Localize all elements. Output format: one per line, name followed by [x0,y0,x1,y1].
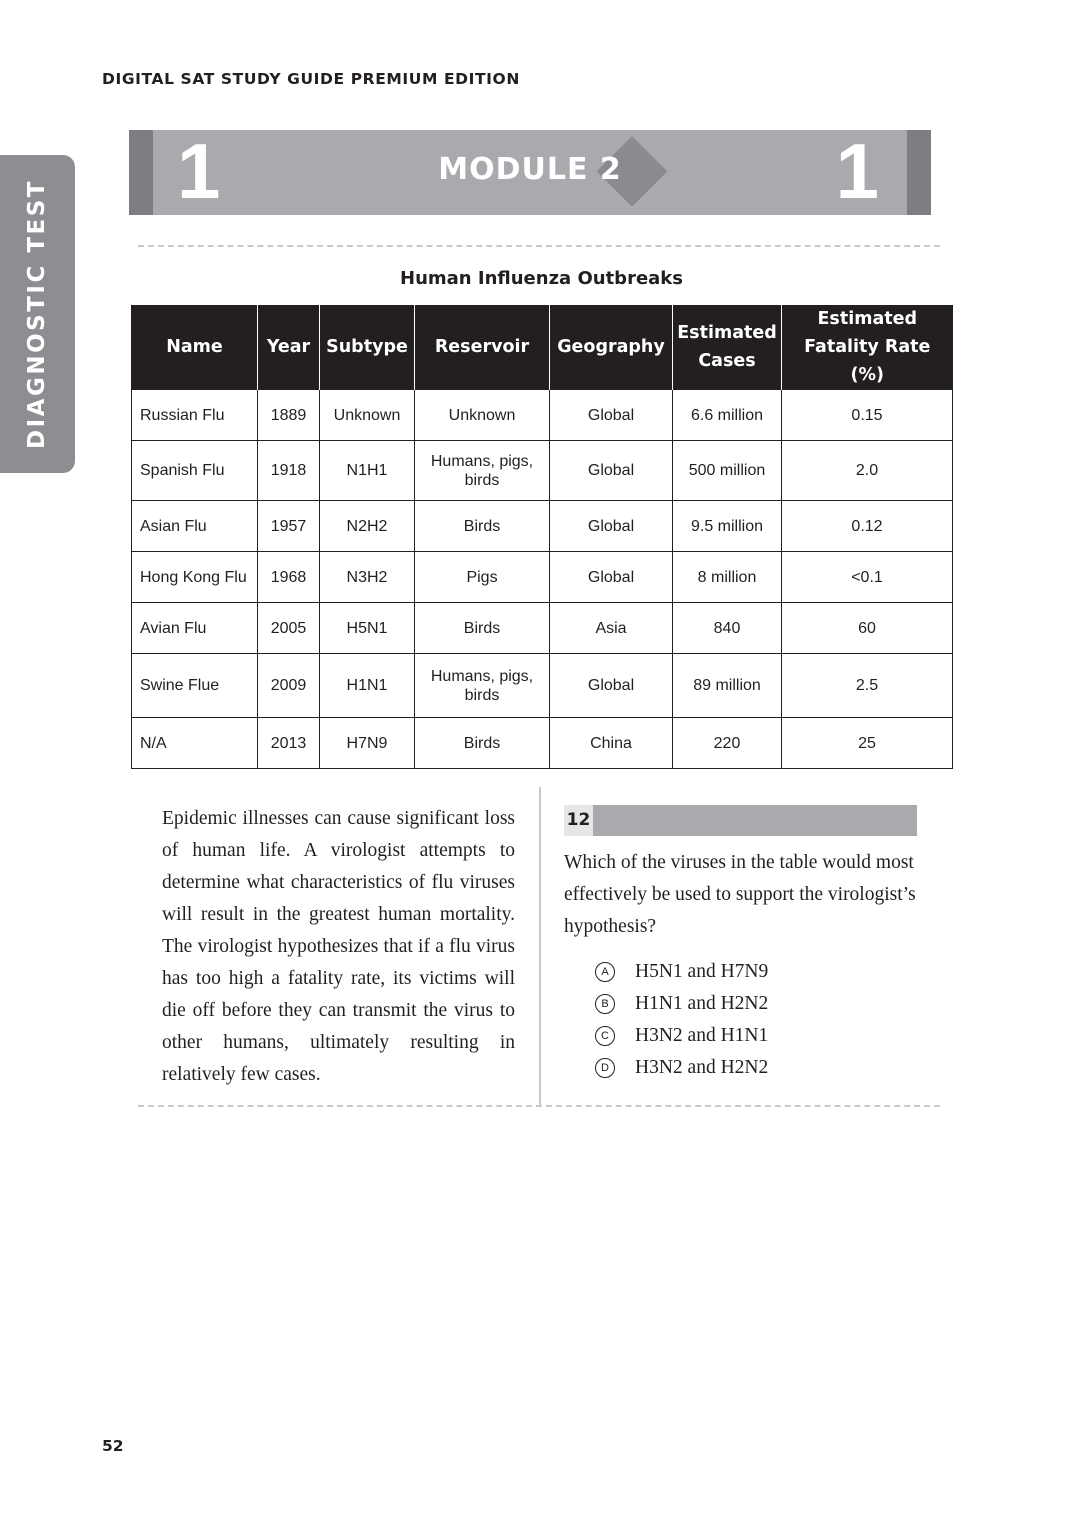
choice-text: H3N2 and H2N2 [635,1057,769,1078]
table-cell: 840 [673,603,782,654]
table-cell: 2.0 [782,441,953,501]
table-cell: Russian Flu [132,390,258,441]
table-cell: 2005 [258,603,320,654]
table-cell: Global [550,441,673,501]
banner-left-number: 1 [177,130,221,215]
table-cell: Birds [415,603,550,654]
table-cell: China [550,718,673,769]
column-header: Subtype [320,305,415,390]
table-cell: 2.5 [782,654,953,718]
side-tab-label: DIAGNOSTIC TEST [24,179,50,449]
table-header-row [132,305,953,390]
question-number: 12 [564,805,593,836]
dashed-divider-bottom [138,1105,940,1107]
table-cell: Avian Flu [132,603,258,654]
table-row [132,654,953,718]
table-cell: 0.12 [782,501,953,552]
table-cell: Birds [415,501,550,552]
table-cell: Unknown [320,390,415,441]
question-prompt: Which of the viruses in the table would most effectively be used to support the virologist’s hypothesis? [564,852,916,937]
table-cell: Humans, pigs, birds [415,441,550,501]
table-row [132,441,953,501]
table-cell: Global [550,390,673,441]
choice-text: H3N2 and H1N1 [635,1025,769,1046]
column-header: Geography [550,305,673,390]
question-number-bar [564,805,917,836]
table-cell: N/A [132,718,258,769]
table-cell: Spanish Flu [132,441,258,501]
table-cell: 500 million [673,441,782,501]
choice-letter-bubble: D [595,1058,615,1078]
table-row [132,718,953,769]
table-cell: 1957 [258,501,320,552]
table-cell: Asian Flu [132,501,258,552]
table-cell: Hong Kong Flu [132,552,258,603]
table-cell: 89 million [673,654,782,718]
table-cell: N3H2 [320,552,415,603]
table-cell: 25 [782,718,953,769]
table-cell: N1H1 [320,441,415,501]
table-cell: N2H2 [320,501,415,552]
table-cell: 1918 [258,441,320,501]
column-header: Estimated Fatality Rate (%) [782,305,953,390]
running-head: DIGITAL SAT STUDY GUIDE PREMIUM EDITION [102,70,520,88]
module-banner [129,130,931,215]
table-cell: 0.15 [782,390,953,441]
module-title: MODULE 2 [438,152,622,187]
table-cell: Birds [415,718,550,769]
table-cell: H1N1 [320,654,415,718]
table-cell: Unknown [415,390,550,441]
column-header: Reservoir [415,305,550,390]
table-cell: Pigs [415,552,550,603]
table-cell: 8 million [673,552,782,603]
banner-right-number: 1 [835,130,879,215]
influenza-table [131,305,953,769]
choice-letter-bubble: C [595,1026,615,1046]
table-cell: Swine Flue [132,654,258,718]
table-cell: 9.5 million [673,501,782,552]
table-cell: 220 [673,718,782,769]
column-divider [539,787,541,1105]
table-cell: H5N1 [320,603,415,654]
table-cell: Global [550,501,673,552]
table-cell: 1889 [258,390,320,441]
table-cell: Humans, pigs, birds [415,654,550,718]
table-cell: Asia [550,603,673,654]
column-header: Estimated Cases [673,305,782,390]
table-cell: Global [550,654,673,718]
choice-letter-bubble: B [595,994,615,1014]
table-cell: 6.6 million [673,390,782,441]
dashed-divider-top [138,245,940,247]
choice-text: H5N1 and H7N9 [635,961,769,982]
choice-letter-bubble: A [595,962,615,982]
column-header: Name [132,305,258,390]
table-row [132,390,953,441]
table-cell: 2013 [258,718,320,769]
table-cell: Global [550,552,673,603]
table-cell: <0.1 [782,552,953,603]
table-row [132,501,953,552]
table-cell: H7N9 [320,718,415,769]
page-number: 52 [102,1437,124,1455]
table-cell: 1968 [258,552,320,603]
table-row [132,552,953,603]
table-cell: 60 [782,603,953,654]
passage-text: Epidemic illnesses can cause significant loss of human life. A virologist attempts to determine what characteristics of flu viruses will result in the greatest human mortality. The virologist hypothesizes that if a flu virus has too high a fatality rate, its victims will die off before they can transmit the virus to other humans, ultimately resulting in relatively few cases. [162,808,515,1085]
table-title: Human Influenza Outbreaks [400,268,683,289]
table-row [132,603,953,654]
choice-text: H1N1 and H2N2 [635,993,769,1014]
table-cell: 2009 [258,654,320,718]
column-header: Year [258,305,320,390]
